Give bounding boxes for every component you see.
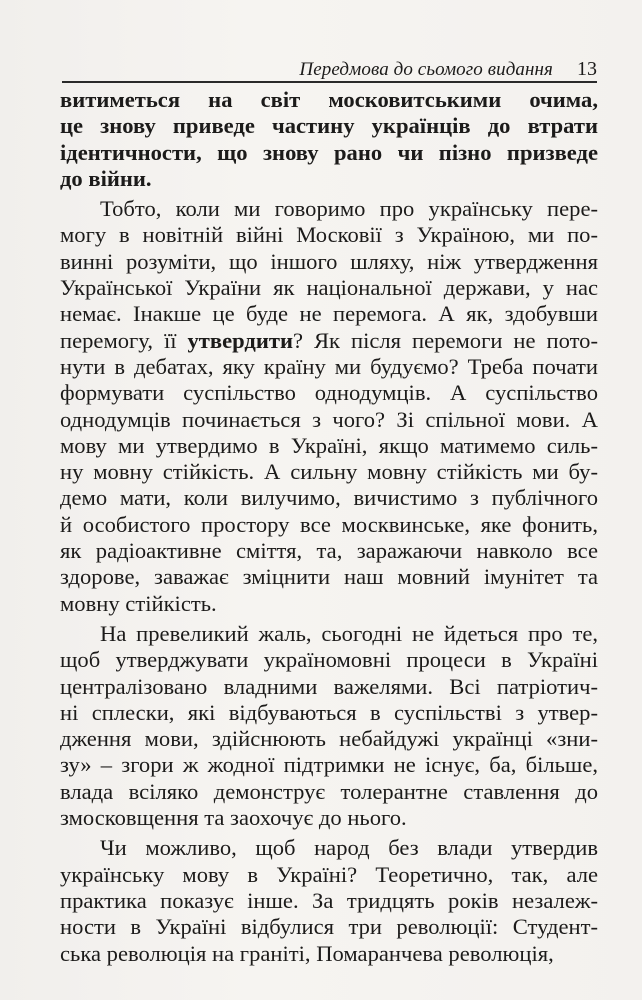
text-run: однодумців починається з чого? Зі спільної мови. А xyxy=(60,406,598,432)
text-line xyxy=(60,459,598,485)
text-run: нути в дебатах, яку країну ми будуємо? Треба почати xyxy=(60,353,598,379)
text-line xyxy=(60,700,598,726)
text-run: Тобто, коли ми говоримо про українську пере- xyxy=(100,196,598,222)
text-run: здорове, заважає зміцнити наш мовний імунітет та xyxy=(60,564,598,590)
text-run: винні розуміти, що іншого шляху, ніж утвердження xyxy=(60,248,598,274)
text-line xyxy=(60,485,598,511)
text-run: немає. Інакше це буде не перемога. А як, здобувши xyxy=(60,301,598,327)
text-line xyxy=(60,196,598,222)
text-run: витиметься на світ московитськими очима, xyxy=(60,87,598,112)
text-run: українську мову в Україні? Теоретично, так, але xyxy=(60,861,598,887)
text-line xyxy=(60,779,598,805)
text-run: мову ми утвердимо в Україні, якщо матимемо силь- xyxy=(60,432,598,458)
text-run: влада всіляко демонструє толерантне ставлення до xyxy=(60,778,598,804)
text-line xyxy=(60,752,598,778)
text-line xyxy=(60,301,598,327)
text-line xyxy=(60,113,598,139)
text-line xyxy=(60,407,598,433)
text-line xyxy=(60,805,598,831)
text-line xyxy=(60,726,598,752)
text-run: На превеликий жаль, сьогодні не йдеться про те, xyxy=(100,620,598,646)
text-line xyxy=(60,564,598,590)
text-line xyxy=(60,941,598,967)
text-run: ні сплески, які відбуваються в суспільстві з утвер- xyxy=(60,699,598,725)
running-header xyxy=(62,55,597,83)
paragraph xyxy=(60,87,598,192)
text-run: мовну стійкість. xyxy=(60,590,217,616)
text-run: зу» – згори ж жодної підтримки не існує, ба, більше, xyxy=(60,752,598,778)
text-run: як радіоактивне сміття, та, заражаючи навколо все xyxy=(60,538,598,564)
text-line xyxy=(60,591,598,617)
text-run: щоб утверджувати україномовні процеси в Україні xyxy=(60,647,598,673)
text-line xyxy=(60,354,598,380)
text-run: до війни. xyxy=(60,165,152,191)
text-line xyxy=(60,888,598,914)
text-line xyxy=(60,512,598,538)
text-run: ська революція на граніті, Помаранчева революція, xyxy=(60,940,554,966)
text-run: могу в новітній війні Московії з Україною, ми по- xyxy=(60,222,598,248)
text-line xyxy=(60,87,598,113)
text-run: дження мови, здійснюють небайдужі українці «зни- xyxy=(60,726,598,752)
text-line xyxy=(60,862,598,888)
text-run: й особистого простору все москвинське, яке фонить, xyxy=(60,511,598,537)
text-run: практика показує інше. За тридцять років незалеж- xyxy=(60,887,598,913)
text-run: Чи можливо, щоб народ без влади утвердив xyxy=(100,835,598,861)
text-line xyxy=(60,380,598,406)
text-run: Української України як національної держави, у нас xyxy=(60,275,598,301)
text-line xyxy=(60,914,598,940)
text-line xyxy=(60,674,598,700)
paragraph xyxy=(60,196,598,617)
text-run: ? Як після перемоги не пото- xyxy=(292,327,598,353)
text-run: централізовано владними важелями. Всі патріотич- xyxy=(60,673,598,699)
text-line xyxy=(60,222,598,248)
text-line xyxy=(60,249,598,275)
text-line xyxy=(60,328,598,354)
page-number: 13 xyxy=(577,58,597,80)
text-line xyxy=(60,647,598,673)
running-title: Передмова до сьомого видання xyxy=(299,59,553,80)
text-run: ідентичности, що знову рано чи пізно призведе xyxy=(60,139,598,165)
text-run: демо мати, коли вилучимо, вичистимо з публічного xyxy=(60,485,598,511)
paragraph xyxy=(60,621,598,831)
text-line xyxy=(60,538,598,564)
text-run: це знову приведе частину українців до втрати xyxy=(60,113,598,139)
body-text xyxy=(60,87,598,967)
text-line xyxy=(60,835,598,861)
text-line xyxy=(60,140,598,166)
text-run: ну мовну стійкість. А сильну мовну стійкість ми бу- xyxy=(60,459,598,485)
text-run: ности в Україні відбулися три революції: Студент- xyxy=(60,914,598,940)
paragraph xyxy=(60,835,598,966)
text-run: утвердити xyxy=(187,327,293,353)
text-run: формувати суспільство однодумців. А суспільство xyxy=(60,380,598,406)
text-run: змосковщення та заохочує до нього. xyxy=(60,805,407,831)
text-line xyxy=(60,166,598,192)
text-line xyxy=(60,433,598,459)
text-line xyxy=(60,621,598,647)
text-line xyxy=(60,275,598,301)
text-run: перемогу, її xyxy=(60,327,188,353)
